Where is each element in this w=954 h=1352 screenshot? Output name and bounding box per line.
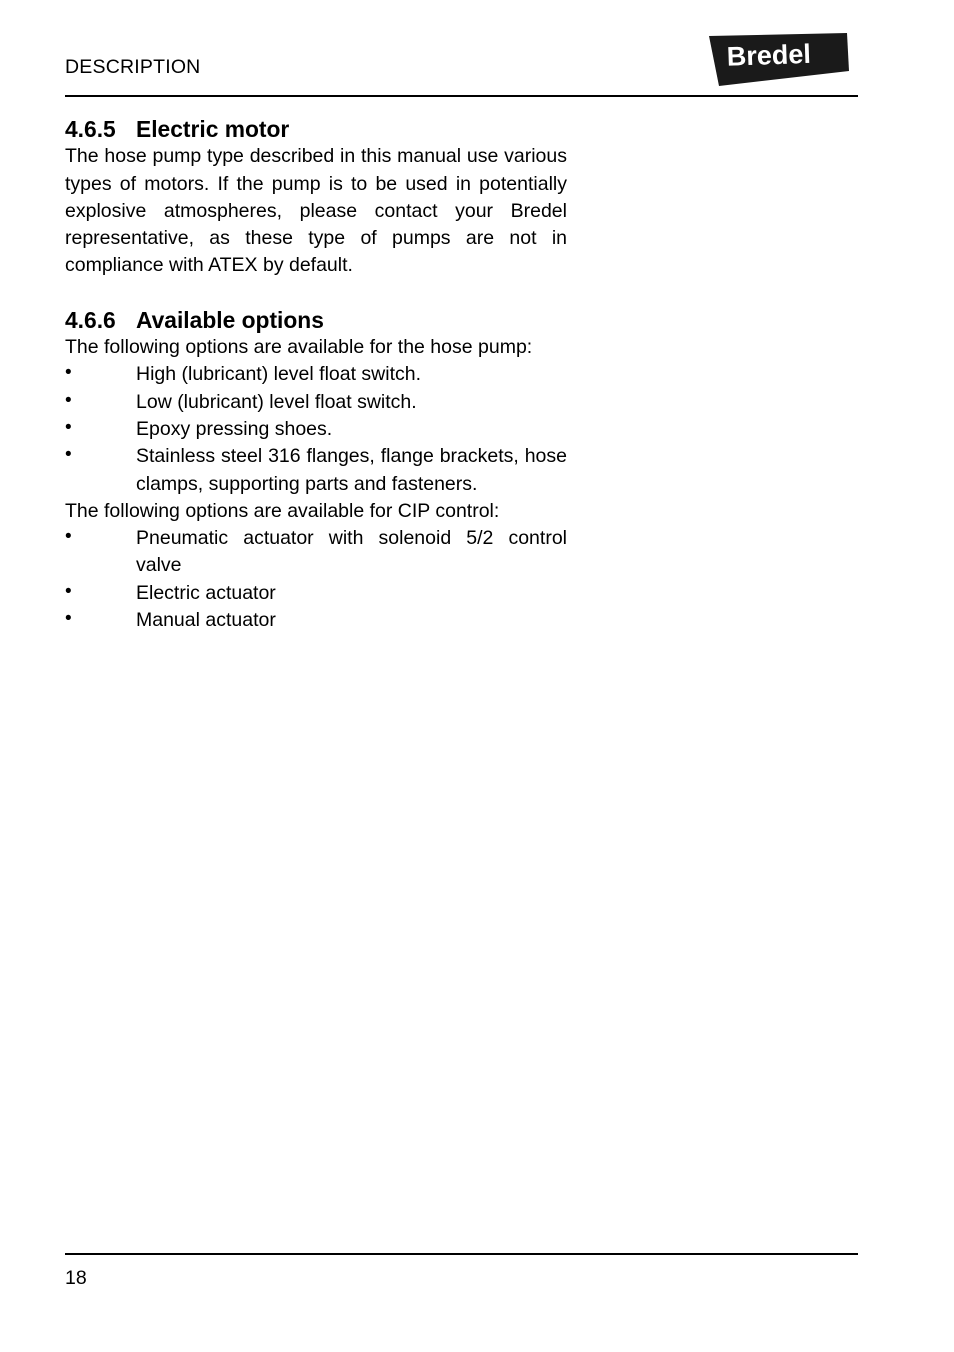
bullet-icon: • [65,580,72,602]
list-item: • Stainless steel 316 flanges, flange brackets, hose clamps, supporting parts and fasteners. [65,443,567,498]
options-intro: The following options are available for the hose pump: [65,336,533,359]
bullet-icon: • [65,608,72,630]
bullet-icon: • [65,444,72,466]
bullet-icon: • [65,526,72,548]
section-heading-available-options [65,307,567,334]
page-header-section-label: DESCRIPTION [65,56,201,78]
section-title: Electric motor [136,116,290,142]
page-number: 18 [65,1267,87,1289]
list-item: • Electric actuator [65,580,567,607]
document-body [65,116,567,634]
hose-pump-options-list [65,361,567,497]
section-title: Available options [136,306,324,333]
bullet-icon: • [65,389,72,411]
electric-motor-paragraph: The hose pump type described in this manual use various types of motors. If the pump is to be used in potentially explosive atmospheres, please contact your Bredel representative, as these type of pumps are not in compliance with ATEX by default. [65,145,567,277]
footer-rule [65,1253,858,1255]
list-item: • Low (lubricant) level float switch. [65,389,567,416]
cip-options-intro: The following options are available for CIP control: [65,499,500,522]
list-item: • High (lubricant) level float switch. [65,361,567,388]
section-number: 4.6.6 [65,306,116,333]
list-item: • Epoxy pressing shoes. [65,416,567,443]
bullet-icon: • [65,416,72,438]
cip-options-list [65,525,567,634]
section-heading-electric-motor [65,116,567,143]
list-item: • Pneumatic actuator with solenoid 5/2 control valve [65,525,567,580]
list-item: • Manual actuator [65,607,567,634]
section-number: 4.6.5 [65,116,116,142]
header-rule [65,95,858,97]
bredel-logo [709,33,849,87]
logo-text: Bredel [726,38,812,72]
bullet-icon: • [65,362,72,384]
